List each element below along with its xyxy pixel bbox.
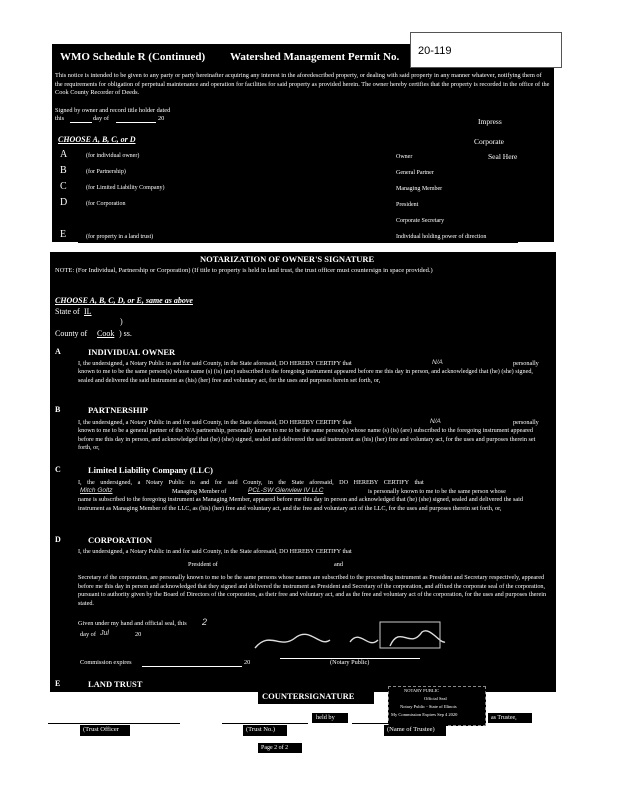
row-letter-a: A — [60, 149, 68, 160]
section-b-text2: known to me to be a general partner of the N/A partnership, personally known to me to be the same person(s) whose name (s) (is) (are) subscribed to the foregoing instrument appeared before me this day in person, and acknowledged that (he) (she) signed, sealed and delivered the said instrument as (his) (her) free and voluntary act, for the uses and purposes therein set forth, or, — [78, 427, 536, 452]
row-desc-c: (for Limited Liability Company) — [86, 185, 165, 191]
given-day-of: day of — [80, 631, 96, 638]
held-by-label: held by — [316, 714, 335, 721]
countersign-heading: COUNTERSIGNATURE — [262, 691, 355, 701]
schedule-title: WMO Schedule R (Continued) — [60, 51, 206, 63]
commission-label: Commission expires — [80, 659, 132, 666]
page-number: Page 2 of 2 — [261, 745, 289, 751]
given-month: Jul — [100, 630, 109, 637]
section-a-na: N/A — [432, 359, 443, 366]
section-d-text1: I, the undersigned, a Notary Public in and for said County, in the State aforesaid, DO HEREBY CERTIFY that — [78, 548, 352, 555]
section-c-text2: name is subscribed to the foregoing instrument as Managing Member, appeared before me this day in person and acknowledged that (he) (she) signed, sealed and delivered the said instrument as Managing Member of the LLC, as (his) (her) free and voluntary act, and the free and voluntary act of the LLC, for the uses and purposes therein set forth, or, — [78, 496, 523, 512]
section-d-and: and — [334, 561, 343, 568]
as-trustee-label: as Trustee, — [491, 715, 517, 721]
row-desc-b: (for Partnership) — [86, 169, 126, 175]
sig-line-trustee — [352, 723, 482, 724]
stamp-line4: My Commission Expires Sep 4 2020 — [391, 712, 458, 717]
section-d-text2: Secretary of the corporation, are personally known to me to be the same persons whose names are subscribed to the proceeding instrument as President and Secretary respectively, appeared before me this day in person and acknowledged that they signed and delivered the instrument as President and Secretary of the corporation, and affixed the corporate seal of the corporation, pursuant to authority given by the Board of Directors of the corporation, as their free and voluntary act, and as the free and voluntary act of the corporation, for the uses and purposes therein stated. — [78, 574, 547, 607]
choose-notary: CHOOSE A, B, C, D, or E, same as above — [55, 296, 193, 305]
section-c-text1b: is personally known to me to be the same person whose — [368, 488, 506, 495]
row-desc-d: (for Corporation — [86, 201, 126, 207]
section-d-letter: D — [55, 535, 61, 544]
month-line — [116, 122, 156, 123]
trust-no-label: (Trust No.) — [246, 726, 276, 733]
section-c-letter: C — [55, 465, 61, 474]
state-value: IL — [84, 307, 92, 316]
permit-title: Watershed Management Permit No. — [230, 51, 400, 63]
commission-year: 20 — [244, 659, 251, 666]
commission-line — [142, 666, 242, 667]
given-year: 20 — [135, 631, 142, 638]
year-label: 20 — [158, 115, 165, 122]
notary-signature — [250, 620, 450, 656]
county-of-label: County of — [55, 329, 88, 338]
name-trustee-label: (Name of Trustee) — [387, 726, 435, 733]
row-role-b: General Partner — [396, 170, 434, 176]
paren: ) — [120, 317, 123, 326]
given-day: 2 — [202, 617, 208, 627]
section-a-personally: personally — [513, 360, 539, 367]
section-b-title: PARTNERSHIP — [88, 405, 148, 415]
section-c-name: Mitch Goltz — [80, 487, 113, 494]
notary-public-label: (Notary Public) — [330, 659, 370, 666]
section-a-text2: known to me to be the same person(s) whose name (s) (is) (are) subscribed to the foregoing instrument appeared before me this day in person, and acknowledged that (he) (she) signed, sealed and delivered the said instrument as (his) (her) free and voluntary act, for the uses and purposes herein set forth, or, — [78, 368, 533, 384]
signed-by-label: Signed by owner and record title holder dated — [55, 107, 171, 114]
section-b-text1: I, the undersigned, a Notary Public in and for said County, in the State aforesaid, DO HEREBY CERTIFY that — [78, 419, 352, 426]
row-role-c: Managing Member — [396, 186, 443, 192]
sig-line-officer — [48, 723, 180, 724]
section-a-letter: A — [55, 347, 61, 356]
row-role-d: President — [396, 202, 419, 208]
state-of-label: State of — [55, 307, 80, 316]
row-role-e: Individual holding power of direction — [396, 234, 487, 240]
day-of-label: day of — [93, 115, 109, 122]
section-a-title: INDIVIDUAL OWNER — [88, 347, 176, 357]
section-e-title: LAND TRUST — [88, 679, 143, 689]
section-c-text1: I, the undersigned, a Notary Public in and for said County, in the State aforesaid, DO HEREBY CERTIFY that — [78, 479, 424, 486]
permit-number: 20-119 — [418, 45, 452, 57]
row-letter-e: E — [60, 229, 67, 240]
trust-officer-label: (Trust Officer — [83, 726, 119, 733]
impress-label: Impress — [478, 117, 502, 126]
section-d-president-of: President of — [188, 561, 218, 568]
section-e-letter: E — [55, 679, 61, 688]
row-role-corp-secretary: Corporate Secretary — [396, 218, 445, 224]
intro-text: This notice is intended to be given to any party or party hereinafter acquiring any interest in the aforedescribed property, or dealing with said property in any manner whatever, notifying them of the requirements for obligation of perpetual maintenance and operation for facilities for said property as provided herein. The owner hereby certifies that the property is recorded in the office of the Cook County Recorder of Deeds. — [55, 72, 550, 97]
choose-label: CHOOSE A, B, C, or D — [58, 135, 136, 144]
day-line — [70, 122, 92, 123]
seal-here-label: Seal Here — [488, 152, 518, 161]
stamp-line3: Notary Public - State of Illinois — [400, 704, 457, 709]
row-desc-e: (for property in a land trust) — [86, 234, 154, 240]
row-letter-d: D — [60, 197, 68, 208]
section-d-title: CORPORATION — [88, 535, 153, 545]
section-c-llc: PCL-SW Glenview IV LLC — [248, 487, 324, 494]
section-b-na: N/A — [430, 418, 441, 425]
county-value: Cook — [97, 329, 115, 338]
row-role-a: Owner — [396, 154, 413, 160]
row-letter-b: B — [60, 165, 67, 176]
section-a-text1: I, the undersigned, a Notary Public in and for said County, in the State aforesaid, DO HEREBY CERTIFY that — [78, 360, 352, 367]
stamp-line2: Official Seal — [424, 696, 447, 701]
row-desc-a: (for individual owner) — [86, 153, 140, 159]
ss-label: ) ss. — [119, 329, 132, 338]
section-c-mm: Managing Member of — [172, 488, 227, 495]
section-b-letter: B — [55, 405, 61, 414]
section-c-title: Limited Liability Company (LLC) — [88, 465, 213, 475]
notarization-heading: NOTARIZATION OF OWNER'S SIGNATURE — [200, 254, 375, 264]
given-text: Given under my hand and official seal, this — [78, 620, 187, 627]
sig-line-trust-no — [222, 723, 308, 724]
stamp-line1: NOTARY PUBLIC — [404, 688, 440, 693]
row-letter-c: C — [60, 181, 67, 192]
corporate-label: Corporate — [474, 137, 504, 146]
this-label: this — [55, 115, 65, 122]
section-b-personally: personally — [513, 419, 539, 426]
notarization-note: NOTE: (For Individual, Partnership or Corporation) (If title to property is held in land trust, the trust officer must countersign in space provided.) — [55, 267, 433, 274]
